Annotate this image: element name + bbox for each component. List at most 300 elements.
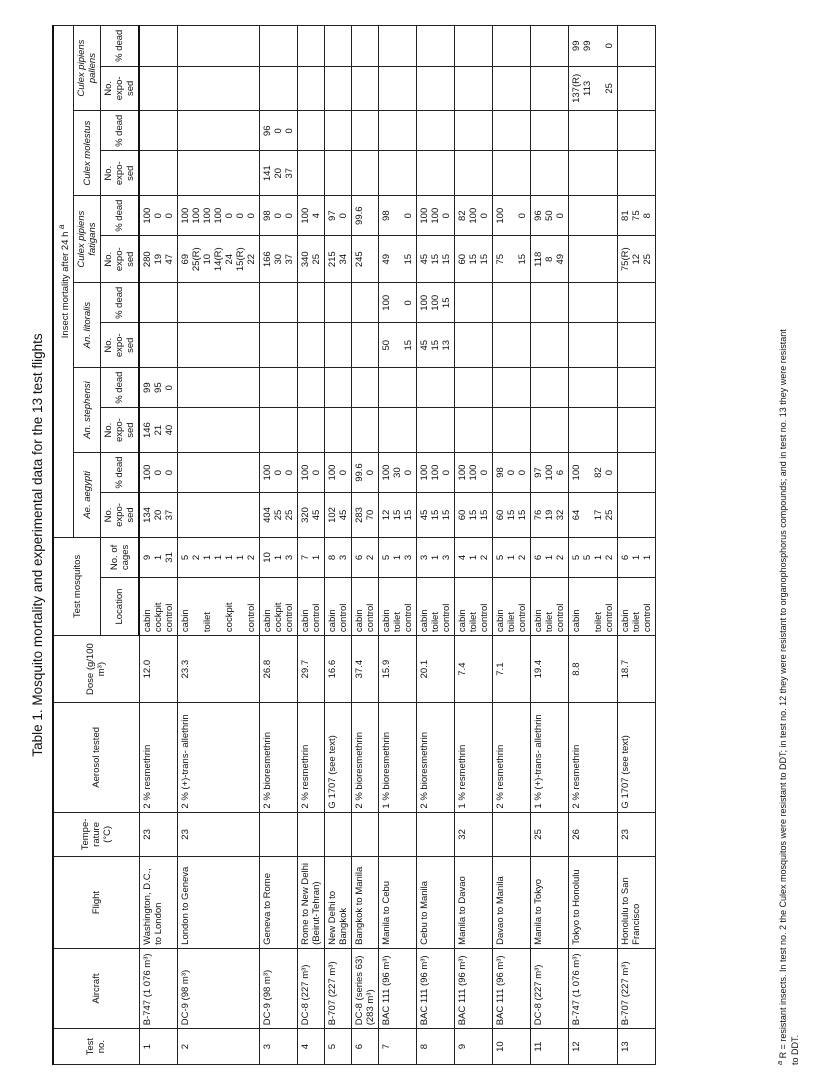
cell-exposed-value: 118 bbox=[533, 251, 545, 267]
table-row bbox=[531, 26, 569, 1065]
header-location: Location bbox=[101, 578, 140, 636]
cell-exposed-value: 15 bbox=[392, 509, 404, 521]
cell-exposed bbox=[569, 323, 618, 368]
cell-dead bbox=[493, 111, 531, 151]
cell-dead-value: 100 bbox=[468, 464, 480, 481]
cell-cages-value: 1 bbox=[631, 554, 643, 561]
cell-exposed bbox=[298, 323, 325, 368]
table-row bbox=[493, 26, 531, 1065]
cell-exposed bbox=[417, 151, 455, 196]
cell-location-value: control bbox=[284, 603, 296, 633]
cell-exposed-value: 24 bbox=[224, 253, 236, 265]
cell-dead bbox=[352, 283, 379, 323]
cell-exposed bbox=[618, 151, 656, 196]
header-exposed: No. expo- sed bbox=[101, 236, 140, 283]
cell-location-value: toilet bbox=[468, 612, 480, 633]
cell-dead bbox=[139, 452, 178, 492]
cell-dead-value: 100 bbox=[180, 207, 192, 224]
cell-exposed-value bbox=[582, 496, 593, 534]
table-row bbox=[298, 26, 325, 1065]
cell-dead-value: 0 bbox=[273, 128, 285, 134]
cell-dose: 26.8 bbox=[260, 636, 298, 703]
cell-dead-value: 0 bbox=[604, 469, 616, 476]
cell-exposed-value: 137(R) bbox=[571, 73, 583, 103]
table-row bbox=[325, 26, 352, 1065]
cell-location bbox=[352, 578, 379, 636]
cell-exposed-value: 15 bbox=[468, 509, 480, 521]
header-cages: No. of cages bbox=[101, 537, 140, 577]
header-dose: Dose (g/100 m³) bbox=[53, 636, 139, 703]
cell-exposed bbox=[493, 66, 531, 111]
cell-dead bbox=[455, 111, 493, 151]
cell-exposed-value: 404 bbox=[262, 507, 274, 523]
cell-exposed bbox=[325, 151, 352, 196]
cell-aerosol: 1 % bioresmethrin bbox=[379, 703, 417, 812]
cell-cages-value: 5 bbox=[180, 554, 192, 561]
cell-dead-value: 0 bbox=[555, 213, 567, 219]
cell-exposed-value: 47 bbox=[164, 253, 176, 265]
cell-dead-value: 100 bbox=[419, 464, 431, 481]
cell-dead bbox=[455, 452, 493, 492]
cell-location-value: control bbox=[403, 603, 415, 633]
table-row bbox=[260, 26, 298, 1065]
cell-test-no: 5 bbox=[325, 1029, 352, 1065]
header-species: Culex pipiens fatigans bbox=[74, 196, 101, 283]
cell-exposed bbox=[493, 493, 531, 538]
cell-cages-value: 1 bbox=[273, 554, 285, 561]
cell-dead-value: 100 bbox=[457, 464, 469, 481]
cell-aircraft: BAC 111 (96 m³) bbox=[417, 948, 455, 1028]
cell-dead bbox=[531, 283, 569, 323]
cell-exposed bbox=[260, 236, 298, 283]
header-test-mosquitos: Test mosquitos bbox=[53, 537, 101, 635]
cell-aerosol: 2 % bioresmethrin bbox=[417, 703, 455, 812]
cell-dead-value: 0 bbox=[365, 469, 377, 476]
cell-exposed bbox=[379, 493, 417, 538]
cell-dead bbox=[493, 368, 531, 408]
cell-dead-value: 98 bbox=[262, 210, 274, 221]
table-row bbox=[618, 26, 656, 1065]
header-species: Culex pipiens pallens bbox=[74, 26, 101, 111]
header-mortality: Insect mortality after 24 h $^a$ bbox=[53, 26, 74, 538]
cell-dead bbox=[178, 452, 260, 492]
table-row bbox=[352, 26, 379, 1065]
cell-exposed-value: 45 bbox=[338, 509, 350, 521]
cell-dead-value: 0 bbox=[235, 213, 247, 219]
cell-dead-value: 96 bbox=[262, 125, 274, 137]
cell-dead-value: 99 bbox=[571, 40, 583, 52]
header-dead: % dead bbox=[101, 452, 140, 492]
cell-dead bbox=[569, 283, 618, 323]
cell-aircraft: BAC 111 (96 m³) bbox=[493, 948, 531, 1028]
cell-cages-value: 1 bbox=[593, 554, 605, 561]
cell-location-value: toilet bbox=[631, 612, 643, 633]
cell-cages bbox=[569, 537, 618, 577]
cell-exposed bbox=[493, 323, 531, 368]
cell-cages-value: 31 bbox=[164, 552, 176, 563]
cell-exposed-value: 45 bbox=[419, 509, 431, 521]
cell-dead bbox=[455, 368, 493, 408]
cell-exposed-value: 113 bbox=[582, 80, 594, 96]
cell-exposed-value: 340 bbox=[300, 251, 312, 268]
cell-test-no: 10 bbox=[493, 1029, 531, 1065]
cell-dead-value: 0 bbox=[164, 385, 176, 391]
cell-location-value: control bbox=[338, 603, 350, 633]
cell-dead-value: 0 bbox=[153, 469, 165, 476]
cell-cages-value: 8 bbox=[327, 554, 339, 561]
cell-exposed-value: 12 bbox=[381, 509, 393, 521]
header-exposed: No. expo- sed bbox=[101, 66, 140, 111]
cell-cages-value: 1 bbox=[544, 554, 556, 561]
cell-dead-value: 100 bbox=[430, 464, 442, 481]
cell-location-value: cabin bbox=[533, 609, 545, 633]
cell-dead bbox=[618, 452, 656, 492]
cell-exposed bbox=[325, 236, 352, 283]
cell-dead bbox=[417, 368, 455, 408]
cell-exposed bbox=[569, 151, 618, 196]
cell-dead bbox=[493, 452, 531, 492]
header-dead: % dead bbox=[101, 111, 140, 151]
cell-exposed-value: 34 bbox=[338, 253, 350, 265]
cell-test-no: 9 bbox=[455, 1029, 493, 1065]
cell-dead-value: 96 bbox=[533, 210, 545, 221]
cell-exposed-value: 166 bbox=[262, 251, 274, 268]
cell-dead-value: 95 bbox=[153, 382, 165, 393]
cell-dose: 12.0 bbox=[139, 636, 178, 703]
cell-location-value: cabin bbox=[300, 609, 312, 633]
cell-exposed bbox=[455, 408, 493, 453]
cell-location-value: cabin bbox=[381, 609, 393, 633]
header-species: An. stephensi bbox=[74, 368, 101, 453]
cell-location-value: toilet bbox=[430, 612, 442, 633]
rotated-page bbox=[30, 25, 810, 1065]
cell-exposed-value: 15 bbox=[430, 509, 442, 521]
cell-cages-value: 6 bbox=[620, 554, 632, 561]
cell-location bbox=[298, 578, 325, 636]
cell-dead-value: 0 bbox=[153, 213, 165, 219]
cell-dead bbox=[139, 368, 178, 408]
cell-exposed-value: 15 bbox=[479, 253, 491, 265]
cell-dead-value: 0 bbox=[164, 213, 176, 219]
cell-temperature: 23 bbox=[618, 812, 656, 857]
cell-exposed bbox=[298, 66, 325, 111]
cell-exposed bbox=[455, 323, 493, 368]
cell-flight: Honolulu to San Francisco bbox=[618, 857, 656, 949]
header-dead: % dead bbox=[101, 368, 140, 408]
cell-exposed bbox=[493, 408, 531, 453]
cell-exposed bbox=[178, 493, 260, 538]
header-temperature: Tempe- rature (°C) bbox=[53, 812, 139, 857]
cell-dead bbox=[178, 111, 260, 151]
cell-exposed-value bbox=[392, 326, 403, 364]
cell-exposed bbox=[352, 236, 379, 283]
cell-dead-value: 100 bbox=[142, 464, 154, 481]
table-row bbox=[178, 26, 260, 1065]
cell-dead-value: 82 bbox=[593, 467, 605, 478]
cell-exposed bbox=[139, 493, 178, 538]
cell-exposed-value: 37 bbox=[164, 509, 176, 521]
header-flight: Flight bbox=[53, 857, 139, 949]
cell-dead bbox=[325, 452, 352, 492]
cell-exposed-value: 245 bbox=[354, 251, 366, 268]
cell-temperature: 23 bbox=[178, 812, 260, 857]
cell-aircraft: DC-8 (series 63) (283 m³) bbox=[352, 948, 379, 1028]
cell-exposed bbox=[298, 151, 325, 196]
table-row bbox=[379, 26, 417, 1065]
cell-exposed bbox=[531, 493, 569, 538]
cell-exposed bbox=[493, 151, 531, 196]
cell-dead-value: 0 bbox=[338, 469, 350, 476]
cell-dead-value: 0 bbox=[224, 213, 236, 219]
cell-location-value: cockpit bbox=[273, 602, 285, 633]
cell-temperature: 23 bbox=[139, 812, 178, 857]
cell-dead bbox=[455, 26, 493, 67]
cell-dead-value: 100 bbox=[191, 207, 203, 224]
cell-exposed bbox=[531, 66, 569, 111]
cell-exposed-value: 320 bbox=[300, 507, 312, 523]
cell-dead-value: 0 bbox=[338, 213, 350, 219]
cell-location bbox=[493, 578, 531, 636]
cell-temperature bbox=[379, 812, 417, 857]
cell-cages-value: 9 bbox=[142, 554, 154, 561]
cell-cages-value: 2 bbox=[246, 554, 258, 561]
cell-cages-value: 1 bbox=[224, 554, 236, 561]
cell-cages-value: 3 bbox=[284, 554, 296, 561]
cell-location-value: cabin bbox=[262, 609, 274, 633]
cell-location-value: cabin bbox=[142, 609, 154, 633]
cell-flight: Geneva to Rome bbox=[260, 857, 298, 949]
cell-exposed-value: 15 bbox=[441, 509, 453, 521]
cell-exposed bbox=[417, 66, 455, 111]
cell-location-value: control bbox=[642, 603, 654, 633]
cell-exposed-value: 49 bbox=[555, 253, 567, 265]
cell-exposed bbox=[417, 236, 455, 283]
cell-exposed-value: 15 bbox=[403, 509, 415, 521]
cell-dead bbox=[139, 111, 178, 151]
cell-cages-value: 2 bbox=[555, 554, 567, 561]
cell-exposed-value: 37 bbox=[284, 253, 296, 265]
cell-temperature: 32 bbox=[455, 812, 493, 857]
cell-location-value bbox=[191, 581, 202, 632]
cell-aircraft: DC-8 (227 m³) bbox=[298, 948, 325, 1028]
cell-exposed bbox=[178, 236, 260, 283]
cell-dose: 29.7 bbox=[298, 636, 325, 703]
cell-temperature bbox=[417, 812, 455, 857]
cell-aircraft: DC-9 (98 m³) bbox=[260, 948, 298, 1028]
cell-exposed-value: 15 bbox=[403, 253, 415, 265]
cell-cages-value: 5 bbox=[495, 554, 507, 561]
cell-exposed bbox=[352, 323, 379, 368]
cell-dead bbox=[417, 283, 455, 323]
cell-dead-value: 100 bbox=[381, 464, 393, 481]
cell-temperature bbox=[352, 812, 379, 857]
cell-dead bbox=[325, 368, 352, 408]
cell-dead bbox=[379, 196, 417, 236]
cell-dead-value: 75 bbox=[631, 210, 643, 221]
cell-temperature bbox=[493, 812, 531, 857]
cell-dead-value: 100 bbox=[213, 207, 225, 224]
cell-aircraft: BAC 111 (96 m³) bbox=[379, 948, 417, 1028]
cell-cages bbox=[618, 537, 656, 577]
cell-exposed bbox=[379, 66, 417, 111]
cell-cages bbox=[298, 537, 325, 577]
cell-exposed-value: 15 bbox=[430, 339, 442, 351]
cell-test-no: 11 bbox=[531, 1029, 569, 1065]
cell-dead bbox=[139, 26, 178, 67]
cell-flight: New Delhi to Bangkok bbox=[325, 857, 352, 949]
cell-location-value: control bbox=[365, 603, 377, 633]
cell-exposed bbox=[455, 151, 493, 196]
cell-flight: Davao to Manila bbox=[493, 857, 531, 949]
cell-test-no: 2 bbox=[178, 1029, 260, 1065]
cell-location bbox=[569, 578, 618, 636]
cell-dose: 20.1 bbox=[417, 636, 455, 703]
cell-dead-value: 99.6 bbox=[354, 206, 366, 225]
cell-dead bbox=[531, 196, 569, 236]
header-species: An. litoralis bbox=[74, 283, 101, 368]
cell-flight: Manila to Davao bbox=[455, 857, 493, 949]
cell-exposed-value: 64 bbox=[571, 509, 583, 521]
cell-temperature: 25 bbox=[531, 812, 569, 857]
cell-cages bbox=[260, 537, 298, 577]
cell-cages bbox=[139, 537, 178, 577]
cell-location-value: toilet bbox=[544, 612, 556, 633]
cell-exposed-value: 25 bbox=[604, 83, 616, 94]
header-test-no: Test no. bbox=[53, 1029, 139, 1065]
cell-dead bbox=[298, 283, 325, 323]
cell-exposed-value: 12 bbox=[631, 253, 643, 265]
cell-dead bbox=[531, 452, 569, 492]
header-exposed: No. expo- sed bbox=[101, 493, 140, 538]
cell-flight: Manila to Tokyo bbox=[531, 857, 569, 949]
header-dead: % dead bbox=[101, 26, 140, 67]
cell-exposed-value: 25 bbox=[604, 509, 616, 521]
cell-dead bbox=[417, 452, 455, 492]
cell-dead-value: 0 bbox=[517, 469, 529, 476]
cell-exposed bbox=[178, 408, 260, 453]
cell-location-value: control bbox=[164, 603, 176, 633]
cell-location-value: cabin bbox=[495, 609, 507, 633]
cell-exposed-value: 70 bbox=[365, 509, 377, 521]
table-row bbox=[569, 26, 618, 1065]
cell-test-no: 12 bbox=[569, 1029, 618, 1065]
cell-location-value: toilet bbox=[202, 612, 214, 633]
cell-dead bbox=[618, 111, 656, 151]
cell-dead bbox=[325, 283, 352, 323]
cell-flight: Bangkok to Manila bbox=[352, 857, 379, 949]
cell-cages-value: 1 bbox=[235, 554, 247, 561]
cell-flight: London to Geneva bbox=[178, 857, 260, 949]
cell-test-no: 13 bbox=[618, 1029, 656, 1065]
cell-exposed bbox=[417, 323, 455, 368]
cell-cages-value: 1 bbox=[468, 554, 480, 561]
cell-aerosol: 2 % bioresmethrin bbox=[260, 703, 298, 812]
cell-exposed bbox=[325, 408, 352, 453]
cell-exposed-value: 32 bbox=[555, 509, 567, 521]
cell-exposed bbox=[618, 66, 656, 111]
cell-test-no: 8 bbox=[417, 1029, 455, 1065]
cell-dead bbox=[260, 26, 298, 67]
cell-exposed-value: 22 bbox=[246, 253, 258, 265]
header-species: Culex molestus bbox=[74, 111, 101, 196]
cell-exposed bbox=[352, 151, 379, 196]
cell-exposed bbox=[531, 408, 569, 453]
cell-exposed-value: 75 bbox=[495, 253, 507, 265]
cell-location-value: control bbox=[441, 603, 453, 633]
cell-dead bbox=[493, 26, 531, 67]
cell-temperature: 26 bbox=[569, 812, 618, 857]
cell-exposed bbox=[325, 323, 352, 368]
cell-location-value: control bbox=[555, 603, 567, 633]
cell-dead-value bbox=[582, 456, 593, 489]
cell-dose: 19.4 bbox=[531, 636, 569, 703]
cell-exposed-value: 15 bbox=[403, 339, 415, 351]
cell-aerosol: 2 % resmethrin bbox=[493, 703, 531, 812]
cell-exposed bbox=[618, 236, 656, 283]
cell-location-value bbox=[235, 581, 246, 632]
header-dead: % dead bbox=[101, 196, 140, 236]
cell-dead-value: 0 bbox=[403, 213, 415, 219]
cell-exposed-value bbox=[593, 70, 604, 108]
cell-dead-value: 99 bbox=[582, 40, 594, 52]
cell-exposed bbox=[260, 66, 298, 111]
cell-exposed bbox=[531, 151, 569, 196]
cell-dead-value: 6 bbox=[555, 469, 567, 476]
cell-cages-value: 6 bbox=[533, 554, 545, 561]
cell-cages bbox=[379, 537, 417, 577]
cell-location-value: toilet bbox=[506, 612, 518, 633]
cell-dead bbox=[178, 368, 260, 408]
cell-location-value: cabin bbox=[327, 609, 339, 633]
cell-exposed-value: 60 bbox=[495, 509, 507, 521]
cell-dead-value: 50 bbox=[544, 210, 556, 221]
table-row bbox=[139, 26, 178, 1065]
cell-aircraft: B-707 (227 m³) bbox=[618, 948, 656, 1028]
cell-exposed-value: 14(R) bbox=[213, 247, 225, 272]
table-row bbox=[417, 26, 455, 1065]
cell-exposed-value: 25 bbox=[284, 509, 296, 521]
cell-exposed-value: 60 bbox=[457, 509, 469, 521]
cell-exposed bbox=[379, 236, 417, 283]
cell-aircraft: BAC 111 (96 m³) bbox=[455, 948, 493, 1028]
cell-location-value: cabin bbox=[419, 609, 431, 633]
cell-aerosol: 2 % resmethrin bbox=[139, 703, 178, 812]
cell-exposed-value: 15 bbox=[506, 509, 518, 521]
cell-dead bbox=[260, 452, 298, 492]
cell-dead bbox=[260, 111, 298, 151]
cell-dead-value bbox=[392, 286, 403, 319]
cell-exposed bbox=[352, 493, 379, 538]
cell-dead-value: 97 bbox=[327, 210, 339, 221]
header-species: Ae. aegypti bbox=[74, 452, 101, 537]
cell-dead bbox=[618, 196, 656, 236]
cell-exposed-value: 25 bbox=[311, 253, 323, 265]
cell-dead-value: 30 bbox=[392, 467, 404, 478]
cell-exposed bbox=[139, 408, 178, 453]
cell-cages-value: 4 bbox=[457, 554, 469, 561]
cell-exposed-value: 30 bbox=[273, 253, 285, 265]
cell-dead-value: 100 bbox=[468, 207, 480, 224]
cell-exposed-value: 20 bbox=[153, 509, 165, 521]
cell-cages-value: 2 bbox=[365, 554, 377, 561]
cell-dead-value: 100 bbox=[327, 464, 339, 481]
cell-dead bbox=[531, 368, 569, 408]
cell-dose: 37.4 bbox=[352, 636, 379, 703]
cell-dose: 7.4 bbox=[455, 636, 493, 703]
cell-location-value: cabin bbox=[571, 609, 583, 633]
cell-location-value: cockpit bbox=[153, 602, 165, 633]
cell-dead bbox=[569, 368, 618, 408]
